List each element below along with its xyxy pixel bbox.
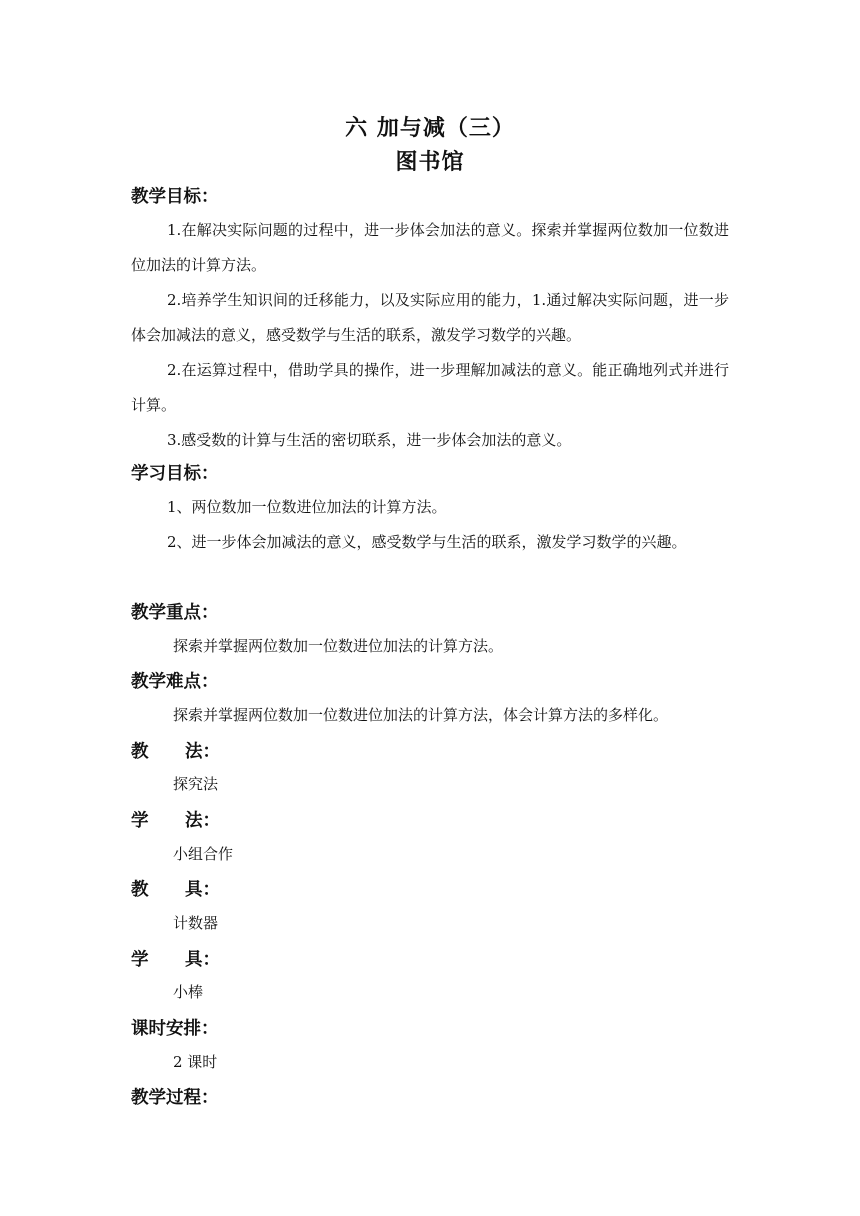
teaching-method-heading: 教 法： — [131, 742, 221, 762]
difficult-point-heading: 教学难点： — [131, 672, 219, 692]
learning-goal-2: 2、进一步体会加减法的意义，感受数学与生活的联系，激发学习数学的兴趣。 — [167, 533, 687, 551]
lesson-subtitle: 图书馆 — [395, 150, 465, 175]
lesson-title: 六 加与减（三） — [345, 116, 515, 141]
schedule-heading: 课时安排： — [131, 1019, 219, 1039]
learning-method-text: 小组合作 — [173, 845, 234, 863]
key-point-text: 探索并掌握两位数加一位数进位加法的计算方法。 — [173, 637, 504, 655]
teaching-goal-1: 1.在解决实际问题的过程中，进一步体会加法的意义。探索并掌握两位数加一位数进位加法的计算方法。 — [131, 221, 729, 274]
learning-method-heading: 学 法： — [131, 811, 221, 831]
learning-goal-1: 1、两位数加一位数进位加法的计算方法。 — [167, 498, 447, 516]
key-point-heading: 教学重点： — [131, 603, 219, 623]
teaching-method-text: 探究法 — [173, 775, 219, 793]
difficult-point-text: 探索并掌握两位数加一位数进位加法的计算方法，体会计算方法的多样化。 — [173, 706, 669, 724]
learning-goals-heading: 学习目标： — [131, 464, 219, 484]
schedule-text: 2 课时 — [173, 1053, 218, 1071]
process-heading: 教学过程： — [131, 1088, 219, 1108]
teaching-goals-heading: 教学目标： — [131, 187, 219, 207]
teaching-goal-2: 2.培养学生知识间的迁移能力，以及实际应用的能力，1.通过解决实际问题，进一步体会加减法的意义，感受数学与生活的联系，激发学习数学的兴趣。 — [131, 291, 729, 344]
teaching-goal-4: 3.感受数的计算与生活的密切联系，进一步体会加法的意义。 — [167, 431, 572, 449]
teaching-goal-3: 2.在运算过程中，借助学具的操作，进一步理解加减法的意义。能正确地列式并进行计算。 — [131, 361, 729, 414]
learning-tools-heading: 学 具： — [131, 950, 221, 970]
teaching-tools-text: 计数器 — [173, 914, 219, 932]
teaching-tools-heading: 教 具： — [131, 880, 221, 900]
learning-tools-text: 小棒 — [173, 983, 204, 1001]
